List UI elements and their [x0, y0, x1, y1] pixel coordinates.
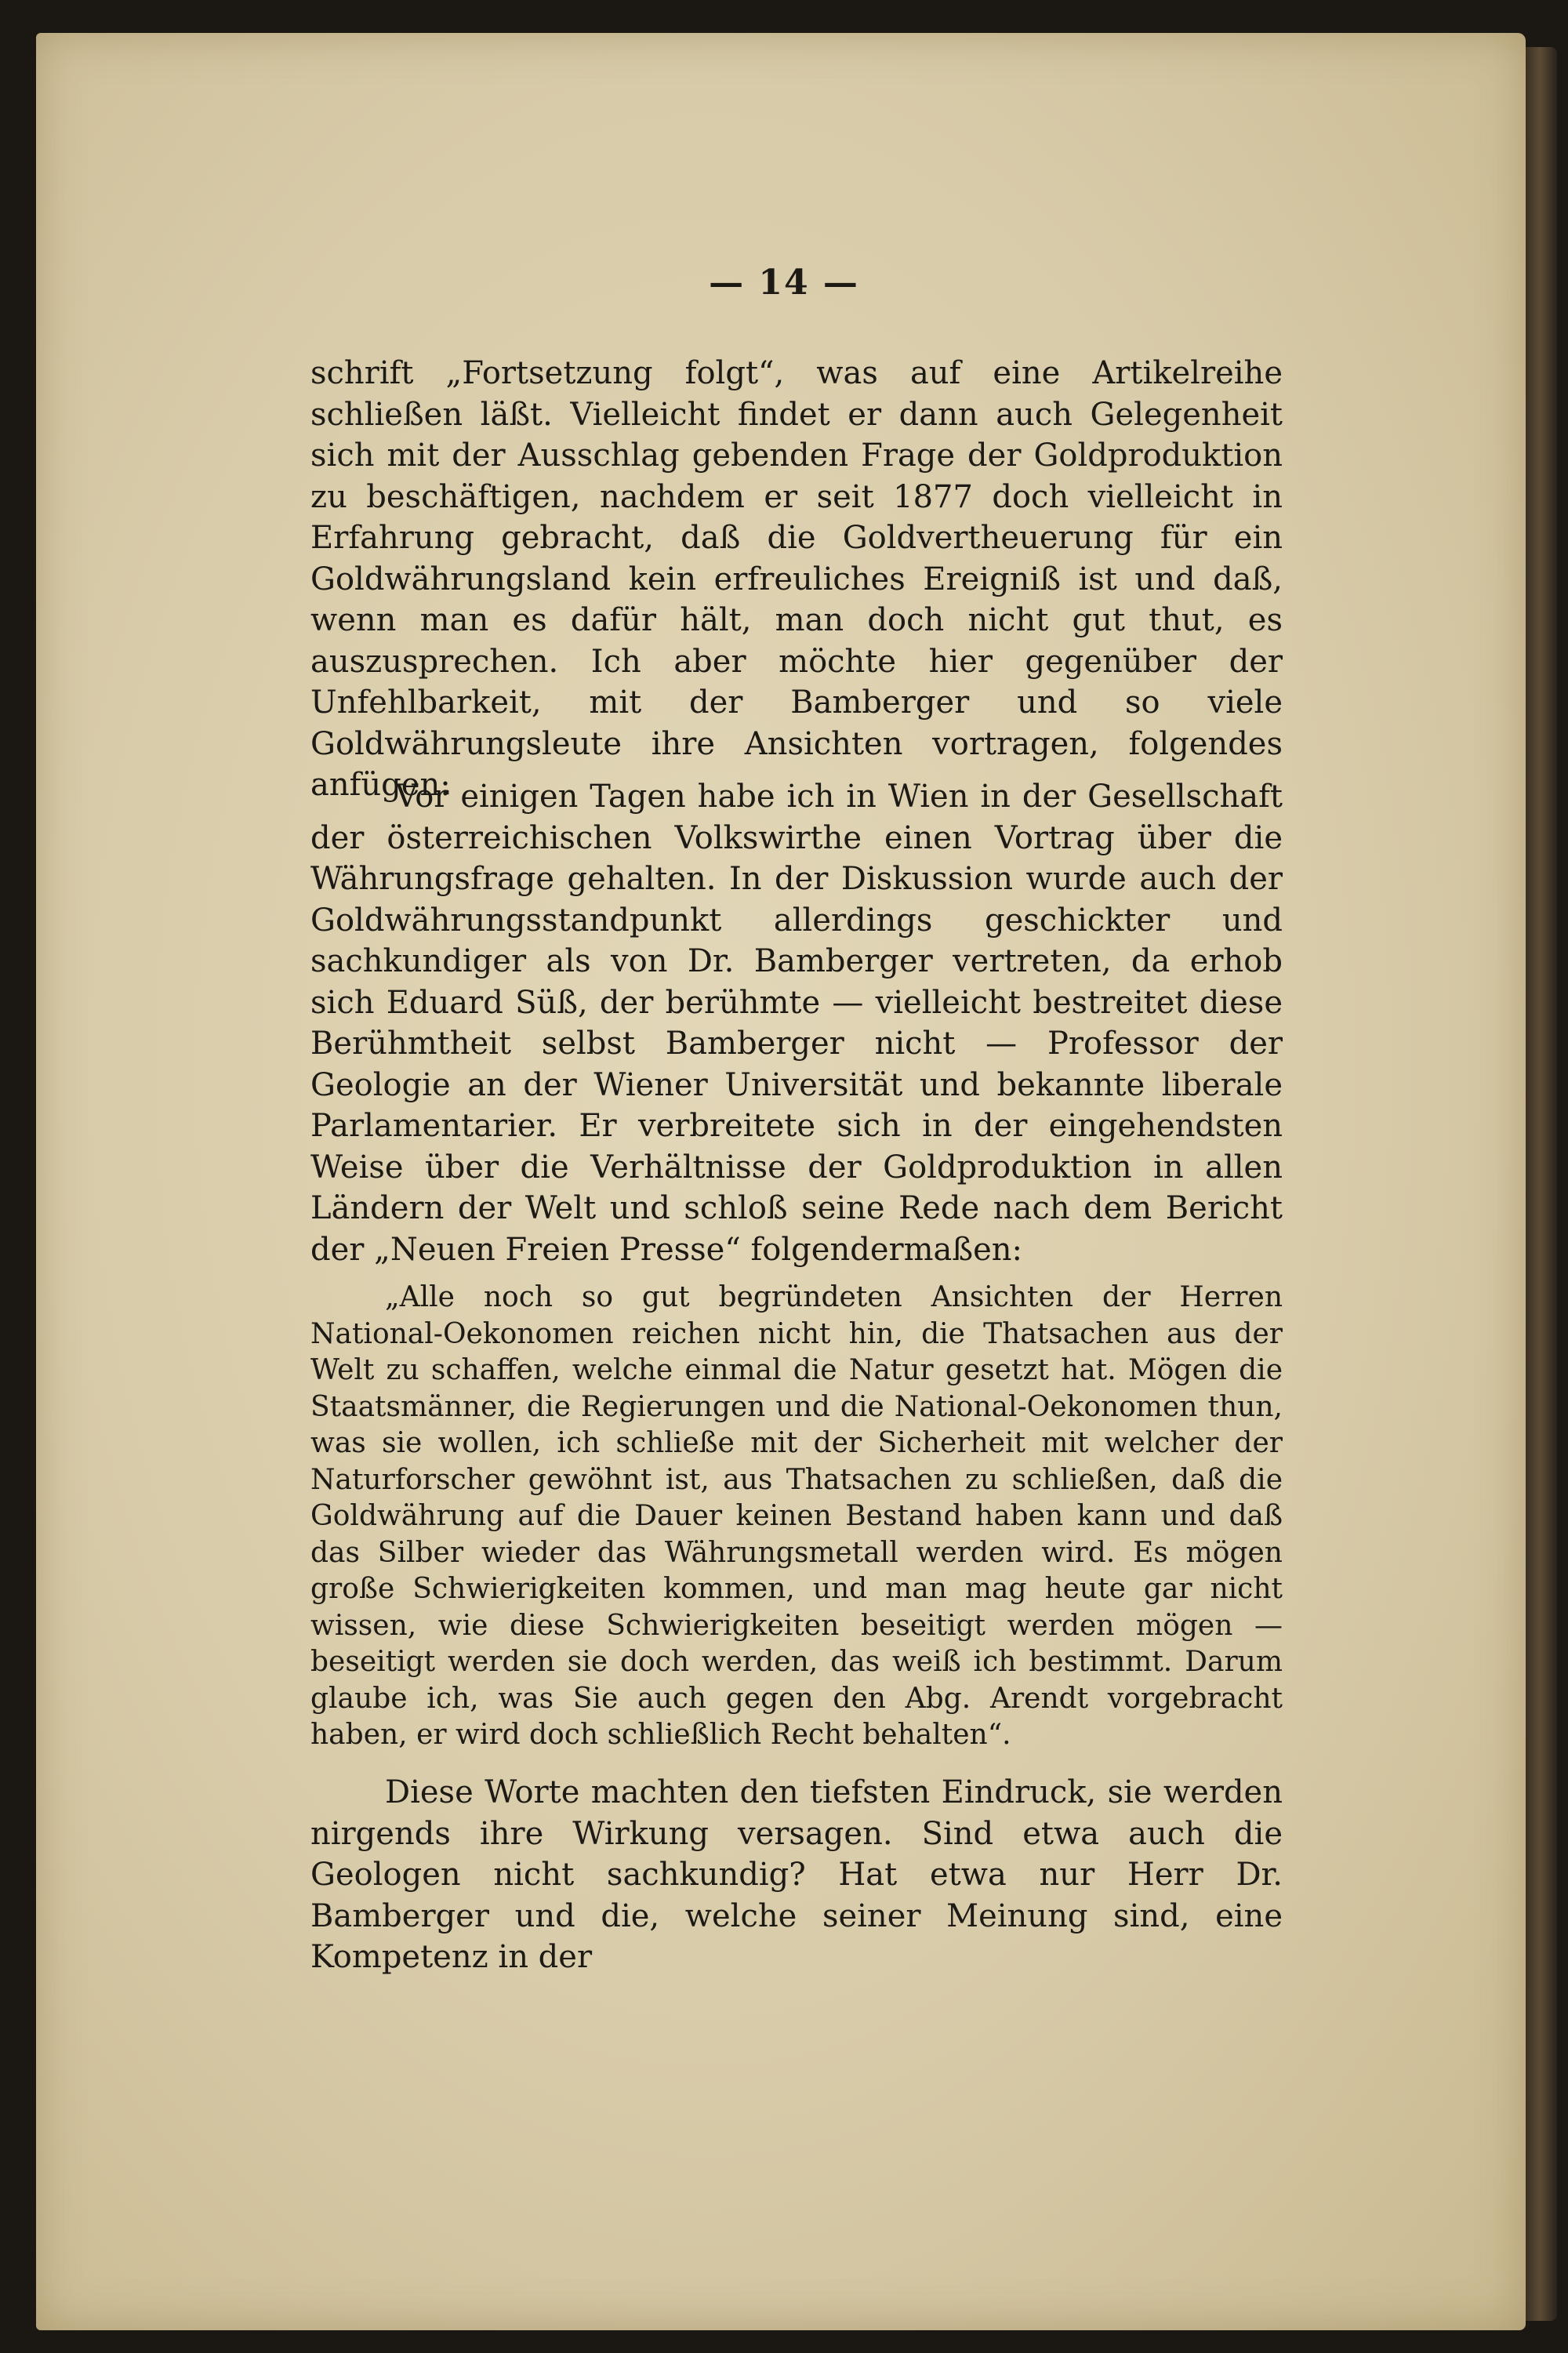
- block-quote-suess: [310, 1280, 1283, 1754]
- quote-text: „Alle noch so gut begründeten Ansichten der Herren National-Oekonomen reichen nicht hin, die Thatsachen aus der Welt zu schaffen, welche einmal die Natur gesetzt hat. Mögen die Staatsmänner, die Regierungen und die National-Oekonomen thun, was sie wollen, ich schließe mit der Sicherheit mit welcher der Naturforscher gewöhnt ist, aus Thatsachen zu schließen, daß die Goldwährung auf die Dauer keinen Bestand haben kann und daß das Silber wieder das Währungsmetall werden wird. Es mögen große Schwierigkeiten kommen, und man mag heute gar nicht wissen, wie diese Schwierigkeiten beseitigt werden mögen — beseitigt werden sie doch werden, das weiß ich bestimmt. Darum glaube ich, was Sie auch gegen den Abg. Arendt vorgebracht haben, er wird doch schließlich Recht behalten“.: [310, 1281, 1283, 1751]
- paragraph-text: schrift „Fortsetzung folgt“, was auf eine Artikelreihe schließen läßt. Vielleicht findet er dann auch Gelegenheit sich mit der Ausschlag gebenden Frage der Goldproduktion zu beschäftigen, nachdem er seit 1877 doch vielleicht in Erfahrung gebracht, daß die Goldvertheuerung für ein Goldwährungsland kein erfreuliches Ereigniß ist und daß, wenn man es dafür hält, man doch nicht gut thut, es auszusprechen. Ich aber möchte hier gegenüber der Unfehlbarkeit, mit der Bamberger und so viele Goldwährungsleute ihre Ansichten vortragen, folgendes anfügen:: [310, 355, 1283, 803]
- paragraph-continuation: [310, 353, 1283, 806]
- page-number: — 14 —: [709, 263, 859, 303]
- paragraph-text: Vor einigen Tagen habe ich in Wien in der Gesellschaft der österreichischen Volkswirthe einen Vortrag über die Währungsfrage gehalten. In der Diskussion wurde auch der Goldwährungsstandpunkt allerdings geschickter und sachkundiger als von Dr. Bamberger vertreten, da erhob sich Eduard Süß, der berühmte — vielleicht bestreitet diese Berühmtheit selbst Bamberger nicht — Professor der Geologie an der Wiener Universität und bekannte liberale Parlamentarier. Er verbreitete sich in der eingehendsten Weise über die Verhältnisse der Goldproduktion in allen Ländern der Welt und schloß seine Rede nach dem Bericht der „Neuen Freien Presse“ folgendermaßen:: [310, 779, 1283, 1268]
- paragraph-closing: [310, 1772, 1283, 1978]
- paragraph-text: Diese Worte machten den tiefsten Eindruck, sie werden nirgends ihre Wirkung versagen. Sind etwa auch die Geologen nicht sachkundig? Hat etwa nur Herr Dr. Bamberger und die, welche seiner Meinung sind, eine Kompetenz in der: [310, 1774, 1283, 1975]
- book-edge: [1526, 47, 1557, 2321]
- paragraph-vienna-lecture: [310, 776, 1283, 1270]
